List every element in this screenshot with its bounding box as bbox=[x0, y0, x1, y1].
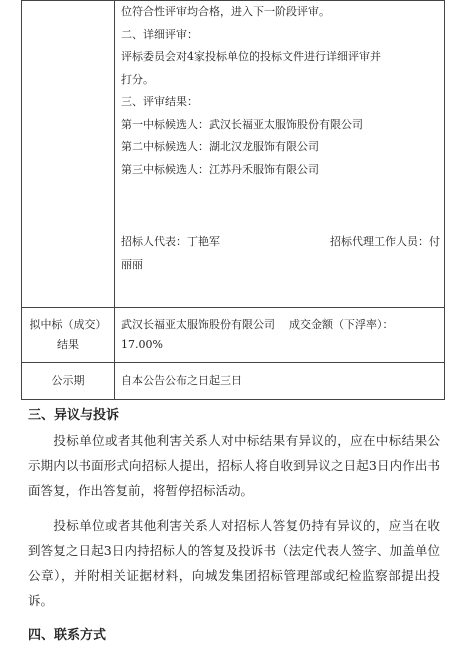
notice-label: 公示期 bbox=[22, 363, 115, 400]
review-content-cell bbox=[115, 1, 445, 308]
result-heading: 三、评审结果： bbox=[121, 95, 198, 108]
detail-text-2: 打分。 bbox=[121, 72, 154, 86]
detail-text-1: 评标委员会对4家投标单位的投标文件进行详细评审并 bbox=[121, 50, 381, 63]
award-label-cell bbox=[22, 308, 115, 363]
section3-paragraph-2-text: 投标单位或者其他利害关系人对招标人答复仍持有异议的，应当在收到答复之日起3日内持招标人的答复及投诉书（法定代表人签字、加盖单位公章），并附相关证据材料，向城发集团招标管理部或纪检监察部提出投诉。 bbox=[28, 518, 440, 608]
notice-content: 自本公告公布之日起三日 bbox=[115, 363, 445, 400]
section4-heading: 四、联系方式 bbox=[28, 628, 107, 643]
section3-paragraph-1-text: 投标单位或者其他利害关系人对中标结果有异议的，应在中标结果公示期内以书面形式向招标人提出，招标人将自收到异议之日起3日内作出书面答复，作出答复前，将暂停招标活动。 bbox=[28, 433, 440, 498]
tenderer-representative: 招标人代表：丁艳军 bbox=[121, 235, 220, 248]
agency-staff: 招标代理工作人员：付 bbox=[330, 235, 440, 248]
candidate-1: 第一中标候选人：武汉长福亚太服饰股份有限公司 bbox=[121, 117, 363, 131]
award-content-1: 武汉长福亚太服饰股份有限公司 成交金额（下浮率）： bbox=[121, 318, 394, 331]
award-content-2: 17.00% bbox=[121, 338, 163, 351]
notice-row bbox=[22, 363, 445, 400]
section3-paragraph-2 bbox=[28, 513, 440, 613]
candidate-2: 第二中标候选人：湖北汉龙服饰有限公司 bbox=[121, 140, 319, 153]
signature-block bbox=[121, 231, 440, 276]
announcement-table bbox=[21, 0, 445, 400]
review-line-1: 位符合性评审均合格，进入下一阶段评审。 bbox=[121, 5, 330, 18]
award-content-cell bbox=[115, 308, 445, 363]
agency-staff-cont: 丽丽 bbox=[121, 257, 143, 271]
section3-heading: 三、异议与投诉 bbox=[28, 408, 120, 423]
detail-heading: 二、详细评审： bbox=[121, 27, 198, 41]
review-row bbox=[22, 1, 445, 308]
section3-paragraph-1 bbox=[28, 428, 440, 503]
award-row bbox=[22, 308, 445, 363]
review-label-cell bbox=[22, 1, 115, 308]
candidate-3: 第三中标候选人：江苏丹禾服饰有限公司 bbox=[121, 162, 319, 176]
award-label-2: 结果 bbox=[57, 338, 79, 351]
award-label-1: 拟中标（成交） bbox=[29, 318, 107, 331]
